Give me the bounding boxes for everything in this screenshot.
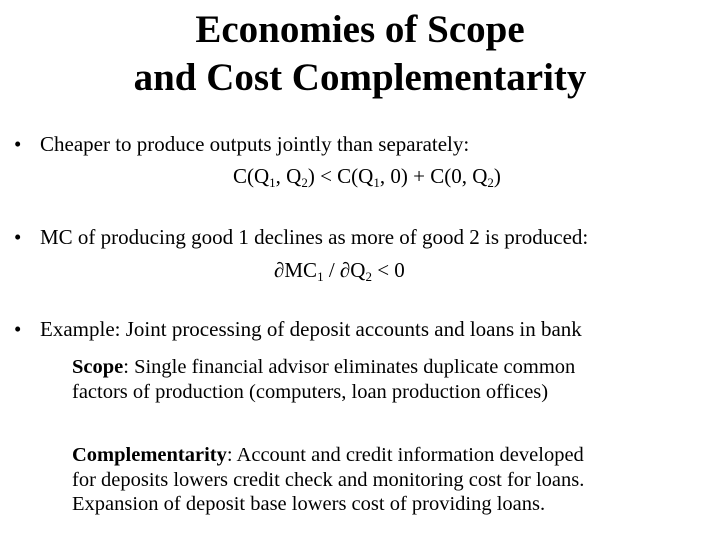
- formula-1-subscript: 1: [373, 175, 380, 190]
- formula-2-subscript: 1: [317, 269, 324, 284]
- formula-2-part: ∂MC: [274, 258, 318, 282]
- formula-2-part: / ∂Q: [323, 258, 366, 282]
- title-line-2: and Cost Complementarity: [133, 56, 587, 99]
- complementarity-text: : Account and credit information developed: [226, 444, 584, 466]
- bullet-3-marker: •: [14, 317, 22, 341]
- bullet-1: [14, 131, 469, 157]
- bullet-2: [14, 224, 588, 250]
- formula-1-subscript: 2: [301, 175, 308, 190]
- bullet-2-text: MC of producing good 1 declines as more of good 2 is produced:: [40, 225, 589, 249]
- complementarity-term: Complementarity: [72, 444, 227, 466]
- complementarity-line-2: for deposits lowers credit check and monitoring cost for loans.: [72, 468, 585, 491]
- formula-marginal-cost: [274, 257, 405, 283]
- formula-scope-inequality: [233, 163, 501, 189]
- formula-1-part: , Q: [275, 164, 302, 188]
- scope-text: : Single financial advisor eliminates duplicate common: [123, 356, 576, 378]
- complementarity-line-1: [72, 443, 712, 468]
- formula-1-part: , 0) + C(0, Q: [379, 164, 488, 188]
- formula-1-part: C(Q: [233, 164, 270, 188]
- slide-title: [0, 6, 720, 102]
- complementarity-line-3: Expansion of deposit base lowers cost of providing loans.: [72, 493, 546, 515]
- scope-paragraph: [72, 355, 712, 404]
- formula-1-subscript: 2: [487, 175, 494, 190]
- formula-1-subscript: 1: [269, 175, 276, 190]
- bullet-3-text: Example: Joint processing of deposit accounts and loans in bank: [40, 317, 582, 341]
- formula-2-part: < 0: [371, 258, 405, 282]
- bullet-3: [14, 316, 582, 342]
- bullet-2-marker: •: [14, 225, 22, 249]
- formula-1-part: ): [493, 164, 501, 188]
- scope-line-1: [72, 355, 712, 380]
- formula-2-subscript: 2: [365, 269, 372, 284]
- bullet-1-text: Cheaper to produce outputs jointly than separately:: [40, 132, 470, 156]
- complementarity-paragraph: [72, 443, 712, 517]
- scope-line-2: factors of production (computers, loan production offices): [72, 380, 549, 403]
- formula-1-part: ) < C(Q: [307, 164, 374, 188]
- scope-term: Scope: [72, 356, 124, 378]
- title-line-1: Economies of Scope: [195, 8, 525, 51]
- bullet-1-marker: •: [14, 132, 22, 156]
